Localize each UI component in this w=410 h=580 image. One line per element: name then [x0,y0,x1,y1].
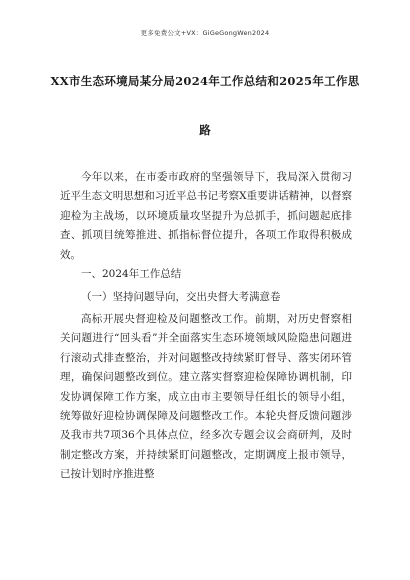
header-promo-note: 更多免费公文+VX：GiGeGongWen2024 [140,29,270,37]
intro-paragraph: 今年以来，在市委市政府的坚强领导下，我局深入贯彻习近平生态文明思想和习近平总书记考察X重要讲话精神，以督察迎检为主战场，以环境质量攻坚提升为总抓手，抓问题起底排查、抓项目统筹推进、抓指标督位提升，各项工作取得积极成效。 [60,171,352,261]
subsection-heading: （一）坚持问题导向，交出央督大考满意卷 [81,291,281,303]
body-paragraph: 高标开展央督迎检及问题整改工作。前期，对历史督察相关问题进行“回头看”并全面落实生态环境领域风险隐患问题进行滚动式排查整治，并对问题整改持续紧盯督导、落实闭环管理，确保问题整改到位。建立落实督察迎检保障协调机制，印发协调保障工作方案，成立由市主要领导任组长的领导小组，统筹做好迎检协调保障及问题整改工作。本轮央督反馈问题涉及我市共7项36个具体点位，经多次专题会议会商研判，及时制定整改方案，并持续紧盯问题整改，定期调度上报市领导，已按计划时序推进整 [60,313,352,481]
section-heading: 一、2024年工作总结 [81,268,182,280]
document-title-continuation: 路 [199,123,211,137]
document-title: XX市生态环境局某分局2024年工作总结和2025年工作思 [50,74,360,88]
